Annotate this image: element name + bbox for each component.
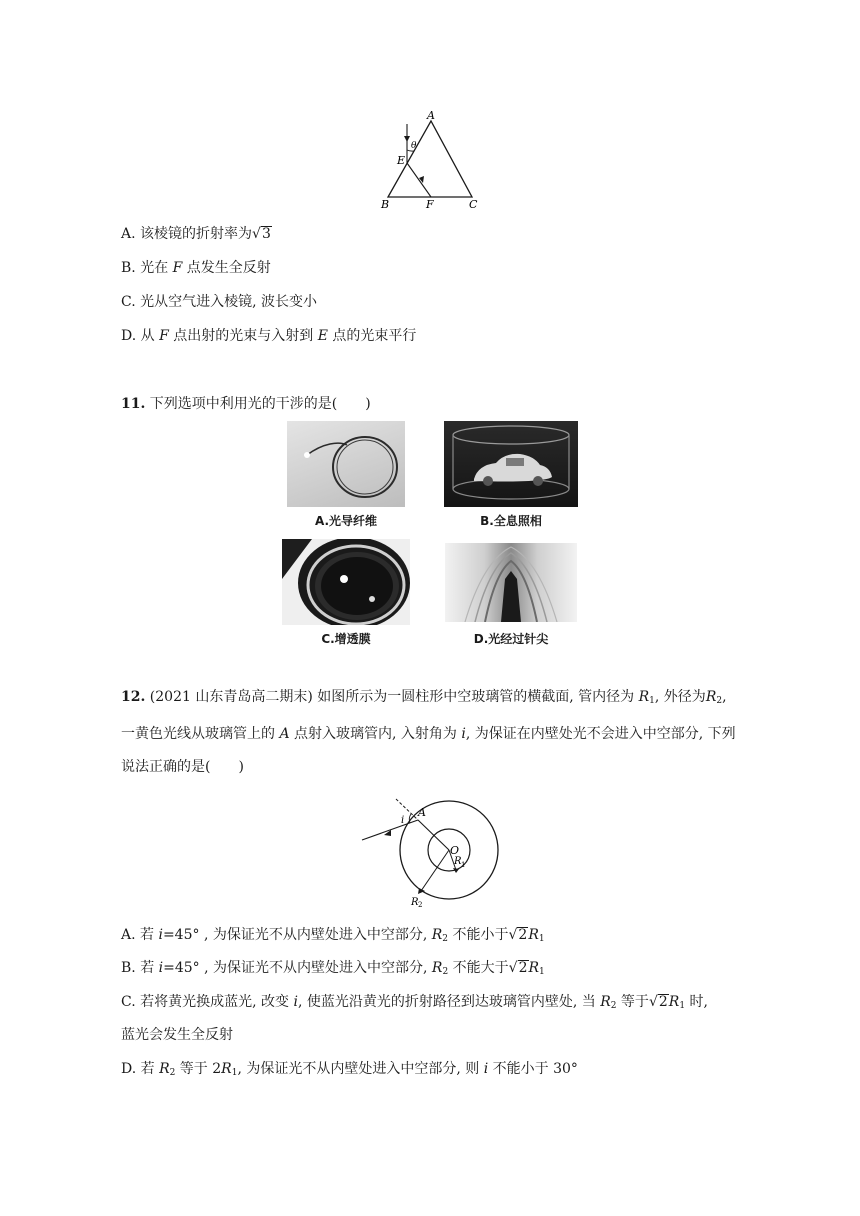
label-E: E: [397, 154, 406, 167]
label-O: O: [450, 844, 460, 857]
caption-d: D.光经过针尖: [473, 632, 549, 646]
q10-option-a: A. 该棱镜的折射率为√3: [121, 226, 271, 242]
label-R2-sub: 2: [418, 901, 423, 908]
label-F: F: [426, 198, 434, 210]
caption-b: B.全息照相: [480, 514, 542, 528]
q12-option-a: A. 若 i=45° , 为保证光不从内壁处进入中空部分, $R_2$ 不能小于$√2R_1$: [121, 927, 545, 944]
q11-stem: 11. 下列选项中利用光的干涉的是( ): [121, 396, 371, 412]
label-A: A: [418, 806, 426, 819]
glass-tube-figure: [360, 790, 520, 908]
q12-option-b: B. 若 i=45° , 为保证光不从内壁处进入中空部分, $R_2$ 不能大于$√2R_1$: [121, 960, 545, 977]
q12-option-d: D. 若 $R_2$ 等于 $2R_1$, 为保证光不从内壁处进入中空部分, 则 i 不能小于 30°: [121, 1061, 578, 1078]
label-B: B: [381, 198, 390, 210]
photo-needle-diffraction: [445, 543, 577, 622]
q10-option-c: C. 光从空气进入棱镜, 波长变小: [121, 294, 318, 310]
label-i: i: [401, 815, 405, 826]
q10-option-d: D. 从 F 点出射的光束与入射到 E 点的光束平行: [121, 328, 417, 344]
sqrt-symbol: √3: [252, 226, 271, 242]
label-R2: R: [411, 897, 419, 908]
label-theta: θ: [411, 141, 417, 151]
q12-stem: 12. (2021 山东青岛高二期末) 如图所示为一圆柱形中空玻璃管的横截面, 管内径为 $R_1$, 外径为$R_2$, 一黄色光线从玻璃管上的 A 点射入玻璃管内, 入射角为 i, 为保证在内壁处光不会进入中空部分, 下列说法正确的是( ): [121, 689, 736, 775]
photo-hologram: [444, 421, 578, 507]
photo-optical-fiber: [287, 421, 405, 507]
q10-option-b: B. 光在 F 点发生全反射: [121, 260, 271, 276]
q12-option-c-cont: 蓝光会发生全反射: [121, 1027, 233, 1043]
label-C: C: [469, 198, 478, 210]
label-R1-sub: 1: [461, 861, 466, 869]
label-R1: R: [454, 856, 462, 867]
photo-antireflection-lens: [282, 539, 410, 625]
caption-a: A.光导纤维: [314, 514, 378, 528]
label-A: A: [427, 109, 435, 122]
q12-option-c: C. 若将黄光换成蓝光, 改变 i, 使蓝光沿黄光的折射路径到达玻璃管内壁处, 当 $R_2$ 等于$√2R_1$ 时,: [121, 994, 708, 1011]
caption-c: C.增透膜: [321, 632, 371, 646]
prism-figure: [375, 108, 485, 210]
